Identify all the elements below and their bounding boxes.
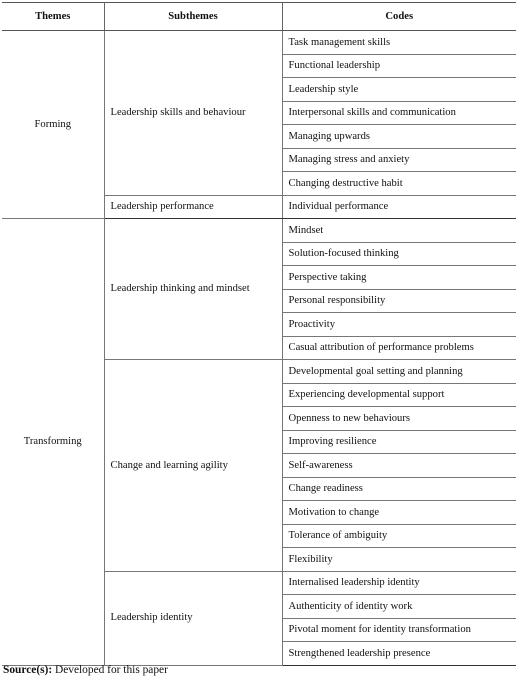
header-codes: Codes xyxy=(282,3,516,31)
code-cell: Individual performance xyxy=(282,195,516,219)
code-cell: Pivotal moment for identity transformation xyxy=(282,618,516,642)
code-cell: Strengthened leadership presence xyxy=(282,642,516,666)
header-subthemes: Subthemes xyxy=(104,3,282,31)
table-row xyxy=(2,31,516,55)
table-row xyxy=(2,219,516,243)
code-cell: Tolerance of ambiguity xyxy=(282,524,516,548)
source-text: Developed for this paper xyxy=(52,664,168,676)
theme-forming: Forming xyxy=(2,31,104,219)
theme-transforming: Transforming xyxy=(2,219,104,666)
code-cell: Internalised leadership identity xyxy=(282,571,516,595)
code-cell: Experiencing developmental support xyxy=(282,383,516,407)
code-cell: Flexibility xyxy=(282,548,516,572)
subtheme-leadership-performance: Leadership performance xyxy=(104,195,282,219)
code-cell: Task management skills xyxy=(282,31,516,55)
source-note xyxy=(3,664,168,676)
code-cell: Openness to new behaviours xyxy=(282,407,516,431)
code-cell: Improving resilience xyxy=(282,430,516,454)
code-cell: Personal responsibility xyxy=(282,289,516,313)
code-cell: Functional leadership xyxy=(282,54,516,78)
code-cell: Change readiness xyxy=(282,477,516,501)
source-label: Source(s): xyxy=(3,664,53,676)
code-cell: Perspective taking xyxy=(282,266,516,290)
themes-table xyxy=(2,2,516,666)
code-cell: Changing destructive habit xyxy=(282,172,516,196)
code-cell: Proactivity xyxy=(282,313,516,337)
subtheme-leadership-skills: Leadership skills and behaviour xyxy=(104,31,282,196)
code-cell: Self-awareness xyxy=(282,454,516,478)
code-cell: Mindset xyxy=(282,219,516,243)
code-cell: Leadership style xyxy=(282,78,516,102)
table-header-row xyxy=(2,3,516,31)
subtheme-leadership-thinking: Leadership thinking and mindset xyxy=(104,219,282,360)
code-cell: Authenticity of identity work xyxy=(282,595,516,619)
code-cell: Motivation to change xyxy=(282,501,516,525)
subtheme-change-agility: Change and learning agility xyxy=(104,360,282,572)
code-cell: Managing upwards xyxy=(282,125,516,149)
subtheme-leadership-identity: Leadership identity xyxy=(104,571,282,665)
code-cell: Casual attribution of performance problems xyxy=(282,336,516,360)
code-cell: Managing stress and anxiety xyxy=(282,148,516,172)
code-cell: Developmental goal setting and planning xyxy=(282,360,516,384)
code-cell: Interpersonal skills and communication xyxy=(282,101,516,125)
code-cell: Solution-focused thinking xyxy=(282,242,516,266)
header-themes: Themes xyxy=(2,3,104,31)
